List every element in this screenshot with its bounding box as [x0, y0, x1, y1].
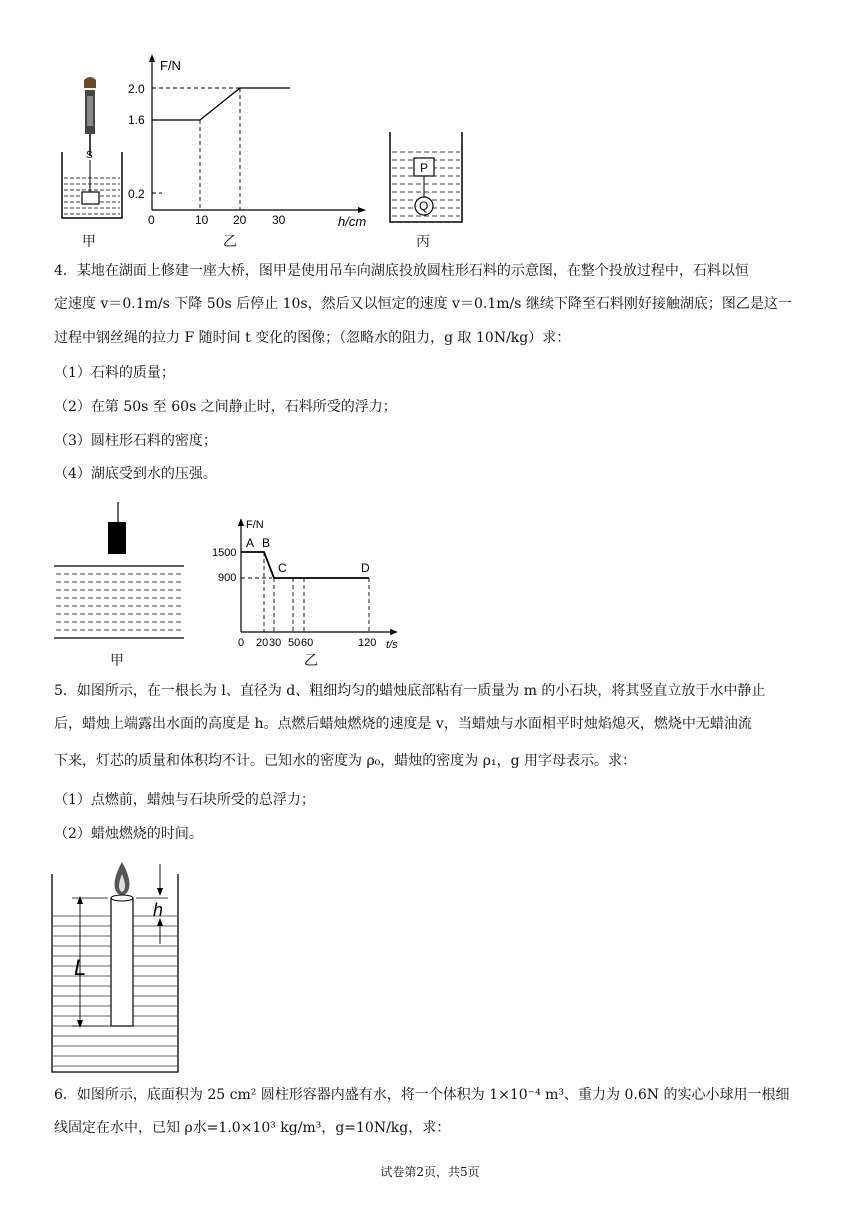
label-L: L	[74, 955, 87, 980]
label-h: h	[153, 900, 164, 920]
y-tick: 1500	[212, 547, 237, 559]
mid-caption-jia: 甲	[110, 653, 124, 669]
stone-block	[108, 522, 126, 554]
x-tick: 10	[195, 213, 209, 227]
svg-text:S: S	[86, 150, 93, 161]
q5-line-1: 5．如图所示，在一根长为 l、直径为 d、粗细均匀的蜡烛底部粘有一质量为 m 的小石块，将其竖直立放于水中静止	[54, 683, 766, 699]
label-q: Q	[419, 199, 429, 213]
top-caption-jia: 甲	[82, 234, 96, 250]
top-figure-bing	[386, 130, 466, 226]
q6-line-2: 线固定在水中，已知 ρ水=1.0×10³ kg/m³，g=10N/kg，求：	[54, 1120, 451, 1136]
x-tick: 50	[288, 637, 301, 649]
q5-line-3: 下来，灯芯的质量和体积均不计。已知水的密度为 ρ₀，蜡烛的密度为 ρ₁，g 用字母表示。求：	[54, 753, 636, 769]
q5-sub-2: （2）蜡烛燃烧的时间。	[54, 826, 203, 842]
q4-sub-1: （1）石料的质量；	[54, 365, 175, 381]
top-figure-jia	[56, 74, 126, 224]
force-line	[152, 88, 290, 120]
x-axis-label: t/s	[386, 639, 398, 651]
point-label-a: A	[246, 536, 255, 550]
y-tick: 0.2	[128, 187, 145, 201]
point-label-c: C	[278, 561, 287, 575]
page-footer: 试卷第2页，共5页	[380, 1165, 480, 1179]
x-tick: 120	[358, 637, 377, 649]
x-tick: 20	[256, 637, 269, 649]
x-tick: 30	[269, 637, 282, 649]
y-tick: 1.6	[128, 113, 145, 127]
q4-sub-2: （2）在第 50s 至 60s 之间静止时，石料所受的浮力；	[54, 399, 397, 415]
x-tick: 60	[301, 637, 314, 649]
q4-sub-3: （3）圆柱形石料的密度；	[54, 433, 217, 449]
y-tick: 900	[218, 572, 237, 584]
x-tick: 30	[272, 213, 286, 227]
x-tick: 0	[148, 213, 155, 227]
x-tick: 0	[238, 637, 245, 649]
y-axis-label: F/N	[160, 58, 181, 73]
q4-line-3: 过程中钢丝绳的拉力 F 随时间 t 变化的图像；（忽略水的阻力，g 取 10N/kg）求：	[54, 330, 571, 346]
q5-sub-1: （1）点燃前，蜡烛与石块所受的总浮力；	[54, 792, 315, 808]
x-tick: 20	[233, 213, 247, 227]
point-label-b: B	[262, 536, 271, 550]
q5-line-2: 后，蜡烛上端露出水面的高度是 h。点燃后蜡烛燃烧的速度是 v，当蜡烛与水面相平时烛焰熄灭，燃烧中无蜡油流	[54, 716, 752, 732]
force-line	[241, 552, 369, 578]
mid-figure-yi-graph	[212, 514, 412, 652]
q4-line-2: 定速度 v＝0.1m/s 下降 50s 后停止 10s，然后又以恒定的速度 v＝0.1m/s 继续下降至石料刚好接触湖底；图乙是这一	[54, 296, 792, 312]
top-caption-yi: 乙	[223, 234, 237, 250]
y-tick: 2.0	[128, 82, 145, 96]
candle	[111, 898, 133, 1026]
mid-caption-yi: 乙	[304, 653, 318, 669]
q6-line-1: 6．如图所示，底面积为 25 cm² 圆柱形容器内盛有水，将一个体积为 1×10⁻⁴ m³、重力为 0.6N 的实心小球用一根细	[54, 1087, 790, 1103]
q4-sub-4: （4）湖底受到水的压强。	[54, 466, 217, 482]
hand-icon	[84, 77, 96, 88]
mid-figure-jia	[52, 500, 186, 640]
y-axis-label: F/N	[246, 519, 264, 531]
label-p: P	[420, 161, 429, 175]
x-axis-label: h/cm	[338, 214, 367, 229]
q4-line-1: 4．某地在湖面上修建一座大桥，图甲是使用吊车向湖底投放圆柱形石料的示意图，在整个投放过程中，石料以恒	[54, 263, 749, 279]
block	[82, 192, 99, 204]
candle-figure	[50, 860, 182, 1076]
point-label-d: D	[361, 561, 370, 575]
top-figure-yi-graph	[126, 52, 376, 230]
top-caption-bing: 丙	[416, 234, 430, 250]
